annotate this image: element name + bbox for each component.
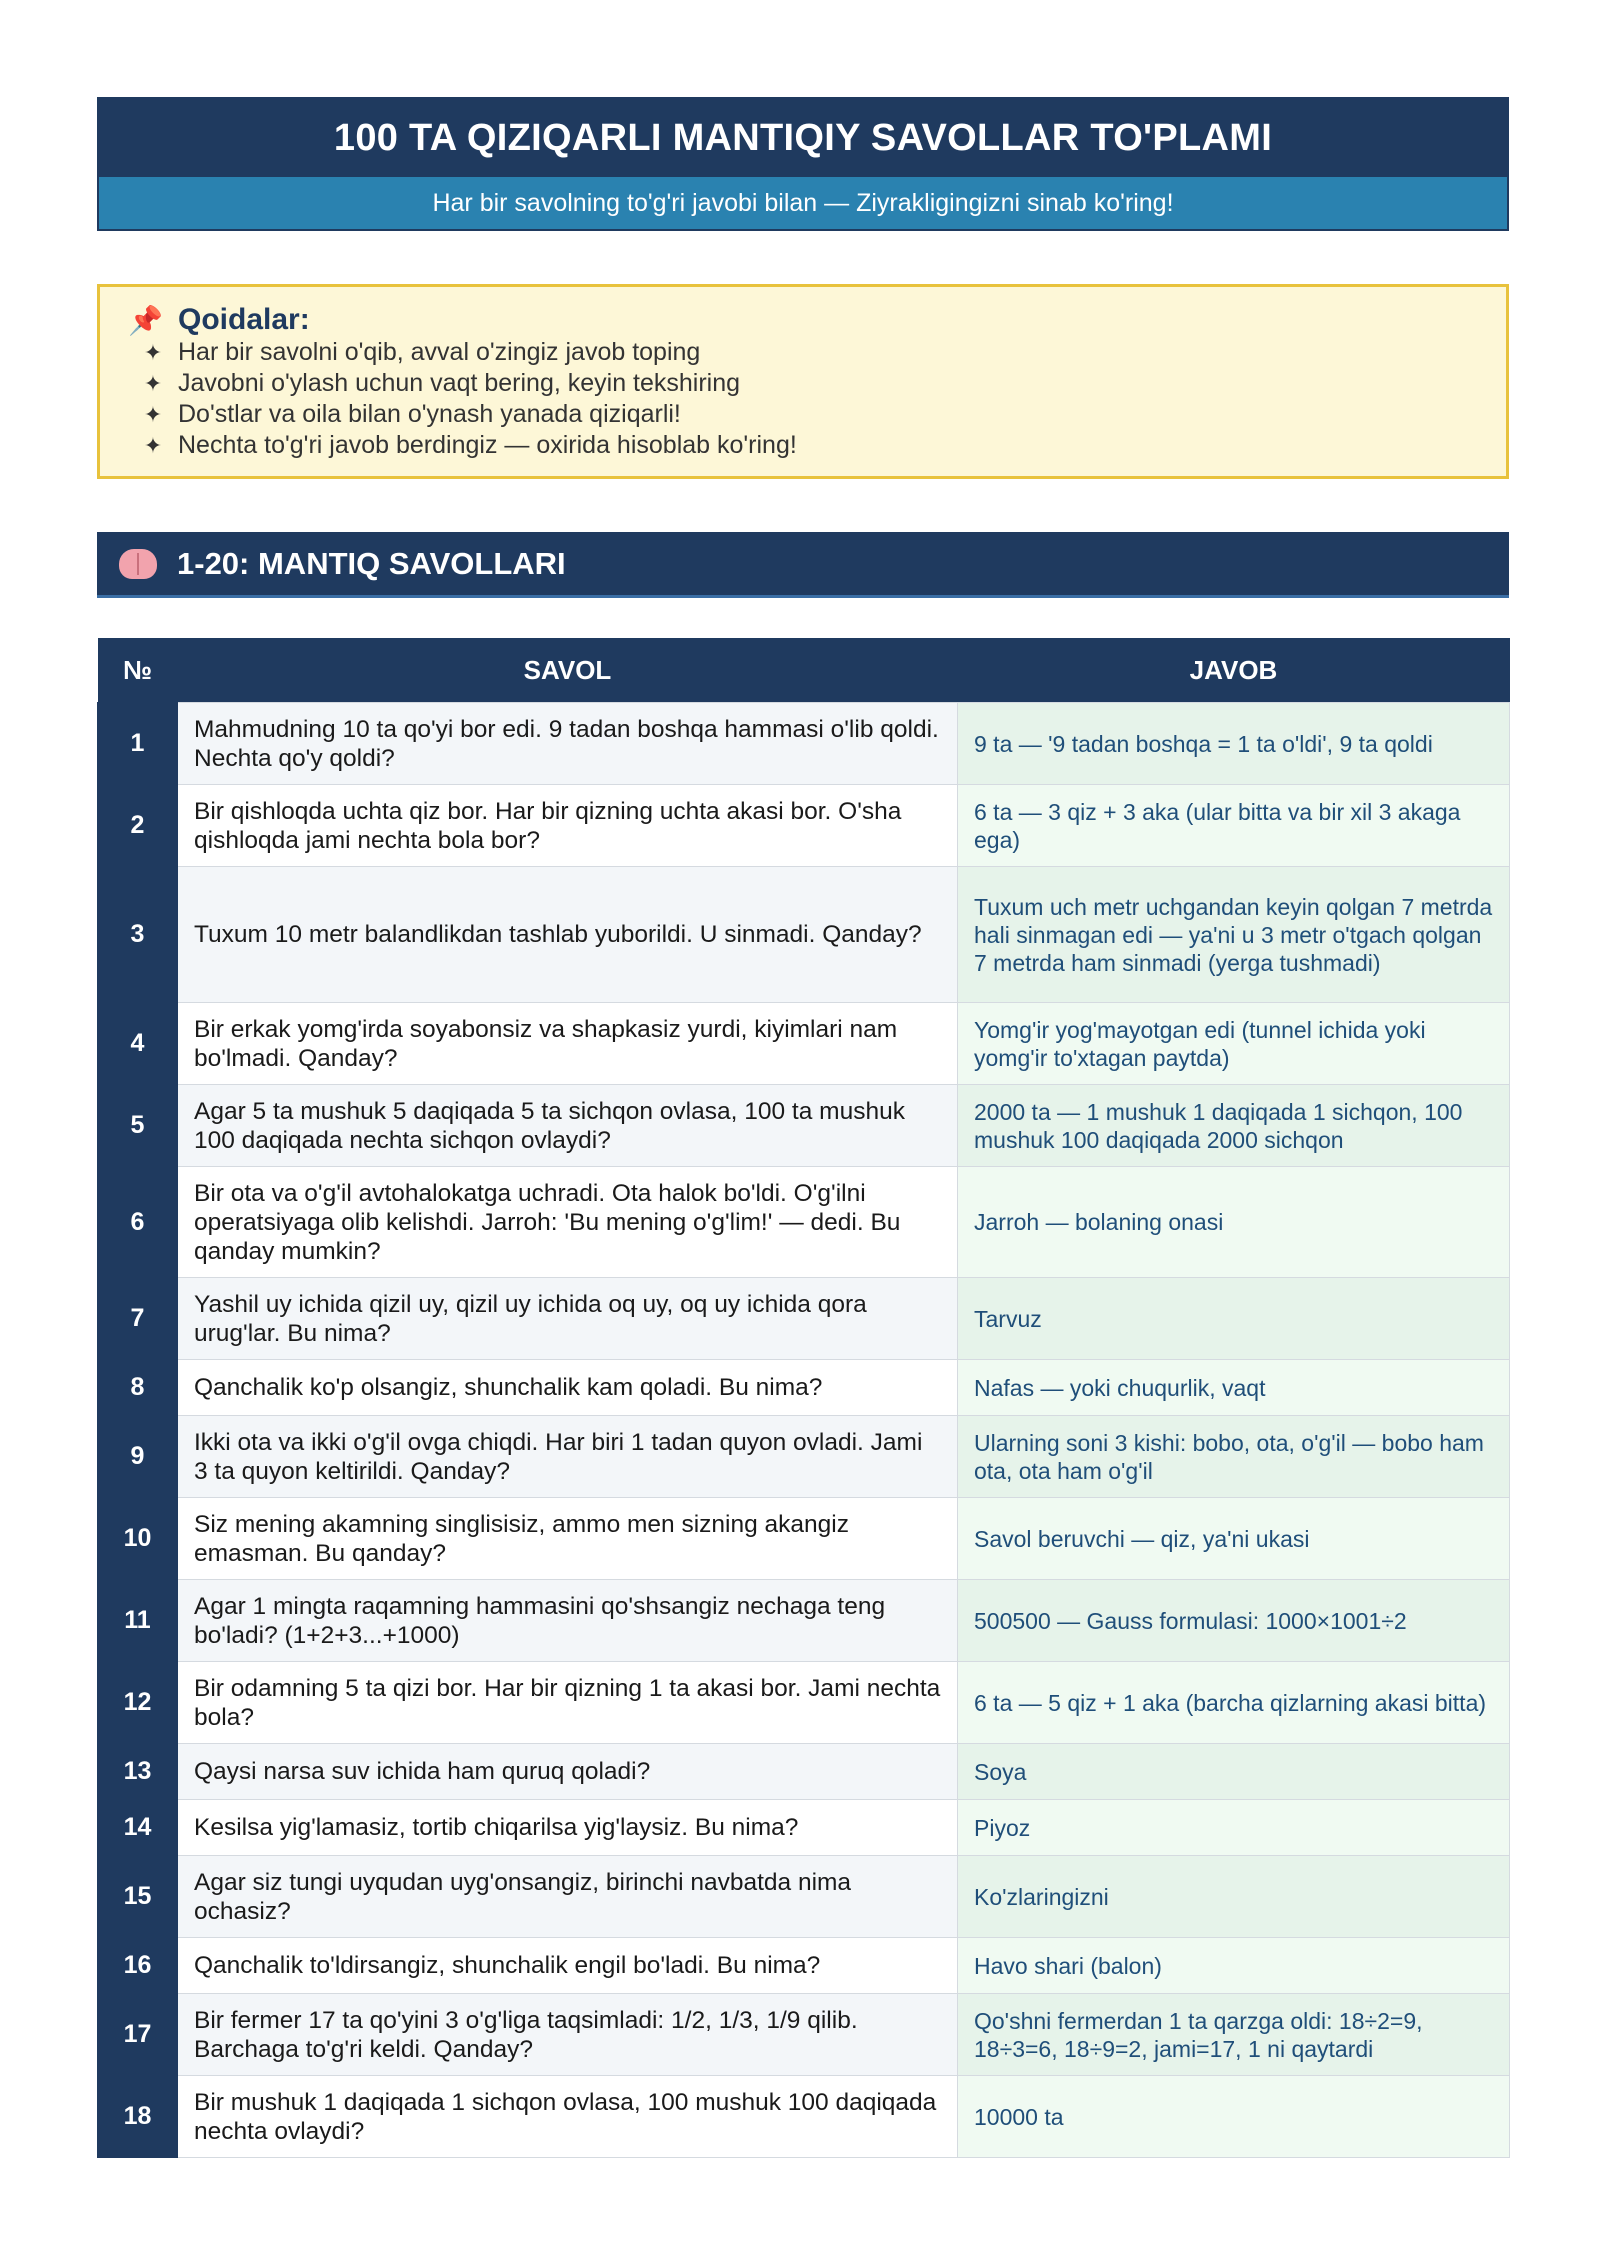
row-number: 7: [98, 1278, 178, 1360]
question-cell: Ikki ota va ikki o'g'il ovga chiqdi. Har biri 1 tadan quyon ovladi. Jami 3 ta quyon keltirildi. Qanday?: [178, 1416, 958, 1498]
questions-table: [97, 638, 1510, 2158]
document-header: [97, 97, 1509, 231]
table-row: [98, 1744, 1510, 1800]
question-cell: Agar 5 ta mushuk 5 daqiqada 5 ta sichqon ovlasa, 100 ta mushuk 100 daqiqada nechta sichqon ovlaydi?: [178, 1085, 958, 1167]
answer-cell: Yomg'ir yog'mayotgan edi (tunnel ichida yoki yomg'ir to'xtagan paytda): [958, 1003, 1510, 1085]
answer-cell: Tuxum uch metr uchgandan keyin qolgan 7 metrda hali sinmagan edi — ya'ni u 3 metr o'tgach qolgan 7 metrda ham sinmadi (yerga tushmadi): [958, 867, 1510, 1003]
table-row: [98, 1938, 1510, 1994]
table-row: [98, 1580, 1510, 1662]
question-cell: Bir ota va o'g'il avtohalokatga uchradi. Ota halok bo'ldi. O'g'ilni operatsiyaga olib kelishdi. Jarroh: 'Bu mening o'g'lim!' — dedi. Bu qanday mumkin?: [178, 1167, 958, 1278]
answer-cell: Havo shari (balon): [958, 1938, 1510, 1994]
table-row: [98, 785, 1510, 867]
table-row: [98, 703, 1510, 785]
rule-item: ✦ Har bir savolni o'qib, avval o'zingiz javob toping: [128, 337, 1506, 368]
table-row: [98, 1662, 1510, 1744]
question-cell: Kesilsa yig'lamasiz, tortib chiqarilsa yig'laysiz. Bu nima?: [178, 1800, 958, 1856]
question-cell: Mahmudning 10 ta qo'yi bor edi. 9 tadan boshqa hammasi o'lib qoldi. Nechta qo'y qoldi?: [178, 703, 958, 785]
answer-cell: Soya: [958, 1744, 1510, 1800]
table-row: [98, 1278, 1510, 1360]
answer-cell: Tarvuz: [958, 1278, 1510, 1360]
sparkle-bullet-icon: ✦: [143, 432, 163, 458]
rules-box: [97, 284, 1509, 479]
table-row: [98, 1856, 1510, 1938]
answer-cell: Piyoz: [958, 1800, 1510, 1856]
page-title: 100 TA QIZIQARLI MANTIQIY SAVOLLAR TO'PLAMI: [333, 116, 1273, 159]
row-number: 18: [98, 2076, 178, 2158]
rules-title: Qoidalar:: [178, 303, 310, 336]
answer-cell: Jarroh — bolaning onasi: [958, 1167, 1510, 1278]
row-number: 4: [98, 1003, 178, 1085]
brain-icon: [119, 549, 157, 579]
rules-heading: [128, 303, 1506, 337]
question-cell: Bir mushuk 1 daqiqada 1 sichqon ovlasa, 100 mushuk 100 daqiqada nechta ovlaydi?: [178, 2076, 958, 2158]
row-number: 11: [98, 1580, 178, 1662]
row-number: 10: [98, 1498, 178, 1580]
question-cell: Qaysi narsa suv ichida ham quruq qoladi?: [178, 1744, 958, 1800]
row-number: 8: [98, 1360, 178, 1416]
question-cell: Bir fermer 17 ta qo'yini 3 o'g'liga taqsimladi: 1/2, 1/3, 1/9 qilib. Barchaga to'g'ri keldi. Qanday?: [178, 1994, 958, 2076]
row-number: 2: [98, 785, 178, 867]
answer-cell: 6 ta — 5 qiz + 1 aka (barcha qizlarning akasi bitta): [958, 1662, 1510, 1744]
answer-cell: Savol beruvchi — qiz, ya'ni ukasi: [958, 1498, 1510, 1580]
row-number: 9: [98, 1416, 178, 1498]
answer-cell: Qo'shni fermerdan 1 ta qarzga oldi: 18÷2=9, 18÷3=6, 18÷9=2, jami=17, 1 ni qaytardi: [958, 1994, 1510, 2076]
row-number: 12: [98, 1662, 178, 1744]
page-subtitle: Har bir savolning to'g'ri javobi bilan — Ziyrakligingizni sinab ko'ring!: [99, 177, 1507, 229]
table-row: [98, 1498, 1510, 1580]
answer-cell: 9 ta — '9 tadan boshqa = 1 ta o'ldi', 9 ta qoldi: [958, 703, 1510, 785]
question-cell: Bir qishloqda uchta qiz bor. Har bir qizning uchta akasi bor. O'sha qishloqda jami nechta bola bor?: [178, 785, 958, 867]
question-cell: Qanchalik to'ldirsangiz, shunchalik engil bo'ladi. Bu nima?: [178, 1938, 958, 1994]
table-row: [98, 1085, 1510, 1167]
sparkle-bullet-icon: ✦: [143, 370, 163, 396]
sparkle-bullet-icon: ✦: [143, 339, 163, 365]
question-cell: Yashil uy ichida qizil uy, qizil uy ichida oq uy, oq uy ichida qora urug'lar. Bu nima?: [178, 1278, 958, 1360]
row-number: 3: [98, 867, 178, 1003]
pushpin-icon: 📌: [128, 304, 163, 336]
answer-cell: Nafas — yoki chuqurlik, vaqt: [958, 1360, 1510, 1416]
column-header-question: SAVOL: [178, 638, 958, 703]
table-row: [98, 1003, 1510, 1085]
row-number: 13: [98, 1744, 178, 1800]
question-cell: Bir erkak yomg'irda soyabonsiz va shapkasiz yurdi, kiyimlari nam bo'lmadi. Qanday?: [178, 1003, 958, 1085]
question-cell: Siz mening akamning singlisisiz, ammo men sizning akangiz emasman. Bu qanday?: [178, 1498, 958, 1580]
table-row: [98, 1800, 1510, 1856]
answer-cell: 2000 ta — 1 mushuk 1 daqiqada 1 sichqon, 100 mushuk 100 daqiqada 2000 sichqon: [958, 1085, 1510, 1167]
answer-cell: Ularning soni 3 kishi: bobo, ota, o'g'il — bobo ham ota, ota ham o'g'il: [958, 1416, 1510, 1498]
column-header-number: №: [98, 638, 178, 703]
question-cell: Qanchalik ko'p olsangiz, shunchalik kam qoladi. Bu nima?: [178, 1360, 958, 1416]
answer-cell: 500500 — Gauss formulasi: 1000×1001÷2: [958, 1580, 1510, 1662]
answer-cell: 6 ta — 3 qiz + 3 aka (ular bitta va bir xil 3 akaga ega): [958, 785, 1510, 867]
sparkle-bullet-icon: ✦: [143, 401, 163, 427]
table-row: [98, 1167, 1510, 1278]
answer-cell: Ko'zlaringizni: [958, 1856, 1510, 1938]
question-cell: Tuxum 10 metr balandlikdan tashlab yuborildi. U sinmadi. Qanday?: [178, 867, 958, 1003]
table-row: [98, 1416, 1510, 1498]
row-number: 14: [98, 1800, 178, 1856]
table-row: [98, 1994, 1510, 2076]
question-cell: Agar 1 mingta raqamning hammasini qo'shsangiz nechaga teng bo'ladi? (1+2+3...+1000): [178, 1580, 958, 1662]
row-number: 6: [98, 1167, 178, 1278]
section-header: [97, 532, 1509, 598]
question-cell: Agar siz tungi uyqudan uyg'onsangiz, birinchi navbatda nima ochasiz?: [178, 1856, 958, 1938]
row-number: 1: [98, 703, 178, 785]
rules-list: [128, 337, 1506, 461]
table-row: [98, 867, 1510, 1003]
row-number: 5: [98, 1085, 178, 1167]
rule-item: ✦ Javobni o'ylash uchun vaqt bering, keyin tekshiring: [128, 368, 1506, 399]
column-header-answer: JAVOB: [958, 638, 1510, 703]
rule-item: ✦ Do'stlar va oila bilan o'ynash yanada qiziqarli!: [128, 399, 1506, 430]
table-header-row: [98, 638, 1510, 703]
table-row: [98, 1360, 1510, 1416]
table-row: [98, 2076, 1510, 2158]
rule-item: ✦ Nechta to'g'ri javob berdingiz — oxirida hisoblab ko'ring!: [128, 430, 1506, 461]
answer-cell: 10000 ta: [958, 2076, 1510, 2158]
row-number: 16: [98, 1938, 178, 1994]
row-number: 17: [98, 1994, 178, 2076]
section-title: 1-20: MANTIQ SAVOLLARI: [177, 545, 566, 581]
row-number: 15: [98, 1856, 178, 1938]
question-cell: Bir odamning 5 ta qizi bor. Har bir qizning 1 ta akasi bor. Jami nechta bola?: [178, 1662, 958, 1744]
